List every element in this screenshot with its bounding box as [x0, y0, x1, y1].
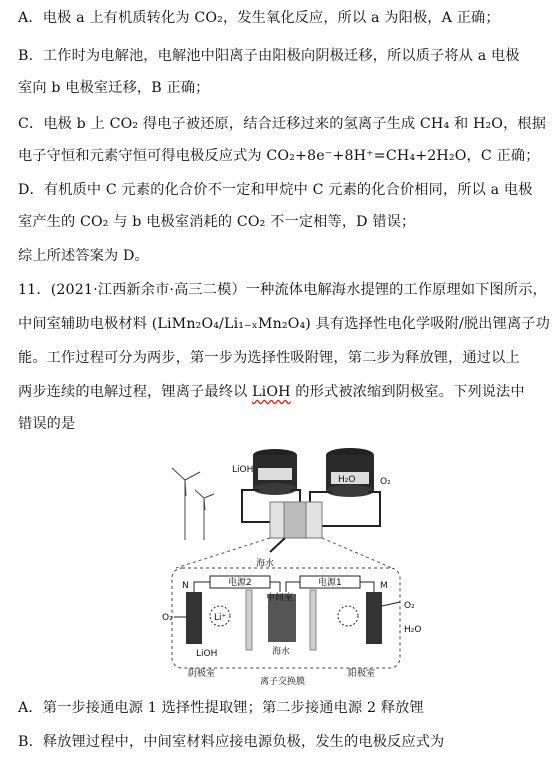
wind-turbine-icon	[172, 468, 214, 540]
cathode-right-label: 阳极室	[348, 669, 376, 679]
solution-b-line1: B．工作时为电解池，电解池中阳离子由阳极向阴极迁移，所以质子将从 a 电极	[18, 48, 520, 64]
h2o-tank-icon	[326, 448, 374, 497]
question-line-5: 错误的是	[18, 416, 76, 432]
h2o-right-label: H₂O	[404, 625, 422, 635]
zoom-line-right	[322, 538, 392, 568]
lioh-underlined: LiOH	[252, 384, 291, 400]
right-electrode	[366, 592, 382, 644]
left-electrode	[186, 592, 202, 644]
h2o-tank-label: H₂O	[338, 475, 356, 485]
electrolysis-cell-icon	[270, 502, 322, 552]
ion-membrane-left	[246, 590, 252, 650]
electrolysis-diagram	[160, 440, 557, 690]
question-line-4	[18, 382, 549, 402]
question-line-2: 中间室辅助电极材料 (LiMn₂O₄/Li₁₋ₓMn₂O₄) 具有选择性电化学吸附/脱出锂离子功	[18, 316, 550, 332]
lioh-tank-icon	[253, 449, 297, 495]
question-line-1: 11．(2021·江西新余市·高三二模）一种流体电解海水提锂的工作原理如下图所示，	[18, 282, 547, 298]
solution-d-line2: 室产生的 CO₂ 与 b 电极室消耗的 CO₂ 不一定相等，D 错误；	[18, 214, 416, 230]
solution-c-line2: 电子守恒和元素守恒可得电极反应式为 CO₂+8e⁻+8H⁺=CH₄+2H₂O，C 正确；	[18, 148, 540, 164]
o2-left-label: O₂	[162, 613, 173, 623]
o2-right-label: O₂	[404, 601, 415, 611]
ion-membrane-right	[310, 590, 316, 650]
lioh-bottom-label: LiOH	[196, 649, 218, 659]
solution-b-line2: 室向 b 电极室迁移，B 正确；	[18, 80, 210, 96]
option-b: B．释放锂过程中，中间室材料应接电源负极，发生的电极反应式为	[18, 734, 445, 750]
middle-room-label: 中间室	[266, 593, 294, 603]
source2-label: 电源2	[228, 578, 252, 588]
seawater-mid-label: 海水	[272, 647, 291, 657]
question-line-4-pre: 两步连续的电解过程，锂离子最终以	[18, 384, 253, 400]
o2-right-arrow	[382, 602, 400, 606]
question-line-4-post: 的形式被浓缩到阴极室。下列说法中	[290, 384, 525, 400]
o2-top-label: O₂	[380, 477, 391, 487]
solution-d-line1: D．有机质中 C 元素的化合价不一定和甲烷中 C 元素的化合价相同，所以 a 电极	[18, 182, 533, 198]
lioh-tank-label: LiOH	[232, 465, 254, 475]
question-line-3: 能。工作过程可分为两步，第一步为选择性吸附锂，第二步为释放锂，通过以上	[18, 350, 520, 366]
label-n: N	[182, 581, 189, 591]
membrane-label: 离子交换膜	[260, 677, 306, 687]
seawater-top-label: 海水	[256, 559, 275, 569]
solution-summary: 综上所述答案为 D。	[18, 248, 149, 264]
solution-c-line1: C．电极 b 上 CO₂ 得电子被还原，结合迁移过来的氢离子生成 CH₄ 和 H₂O，根据	[18, 116, 547, 132]
label-m: M	[380, 581, 388, 591]
cathode-left-label: 阴极室	[188, 669, 216, 679]
solution-a: A．电极 a 上有机质转化为 CO₂，发生氧化反应，所以 a 为阳极，A 正确；	[18, 10, 500, 26]
li-ion-label: Li⁺	[214, 613, 227, 623]
right-ion-circle	[338, 606, 358, 626]
option-a: A．第一步接通电源 1 选择性提取锂；第二步接通电源 2 释放锂	[18, 700, 424, 716]
source1-label: 电源1	[318, 578, 342, 588]
